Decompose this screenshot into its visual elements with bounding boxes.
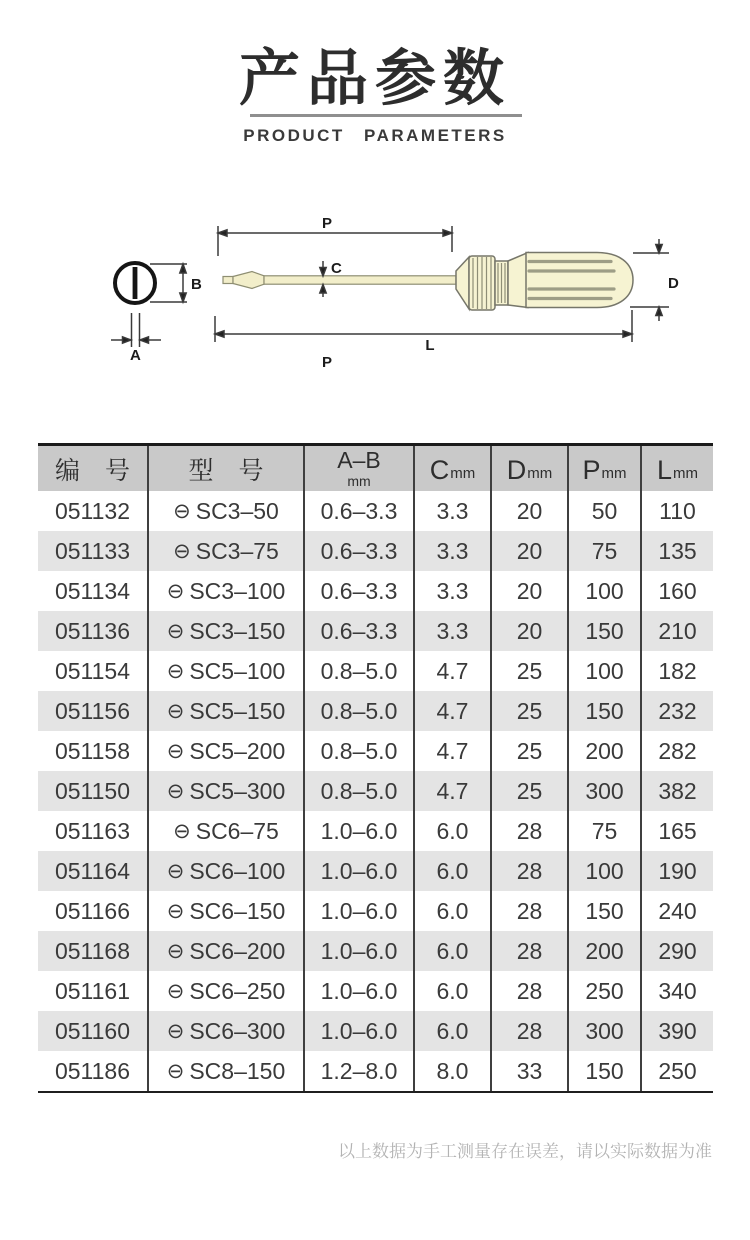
cell-model <box>147 931 303 971</box>
cell-l: 190 <box>640 851 713 891</box>
cell-p: 50 <box>567 491 640 531</box>
model-text: SC6–75 <box>195 817 279 844</box>
model-text: SC6–150 <box>189 897 286 924</box>
cell-ab: 0.6–3.3 <box>303 491 413 531</box>
cell-d: 28 <box>490 811 567 851</box>
cell-code: 051154 <box>54 657 131 684</box>
model-text: SC6–100 <box>189 857 286 884</box>
cell-p: 150 <box>567 611 640 651</box>
cell-d: 20 <box>490 571 567 611</box>
cell-ab: 1.0–6.0 <box>303 851 413 891</box>
cell-ab: 1.0–6.0 <box>303 891 413 931</box>
cell-c: 3.3 <box>413 611 490 651</box>
table-row <box>38 1051 713 1091</box>
model-text: SC3–50 <box>195 497 279 524</box>
slotted-head-icon: ⊖ <box>166 939 185 963</box>
cell-ab: 1.2–8.0 <box>303 1051 413 1091</box>
cell-p: 300 <box>567 771 640 811</box>
cell-ab: 1.0–6.0 <box>303 811 413 851</box>
cell-l: 290 <box>640 931 713 971</box>
header-d-letter: D <box>506 455 527 486</box>
cell-d: 28 <box>490 851 567 891</box>
cell-l: 390 <box>640 1011 713 1051</box>
cell-d: 28 <box>490 931 567 971</box>
cell-code: 051158 <box>54 737 131 764</box>
slotted-head-icon: ⊖ <box>173 819 191 843</box>
cell-p: 100 <box>567 571 640 611</box>
cell-p: 200 <box>567 931 640 971</box>
header-d-unit: mm <box>527 465 553 482</box>
cell-model <box>147 891 303 931</box>
cell-code: 051133 <box>54 537 131 564</box>
cell-p: 250 <box>567 971 640 1011</box>
table-row <box>38 971 713 1011</box>
cell-ab: 1.0–6.0 <box>303 971 413 1011</box>
cell-code: 051156 <box>54 697 131 724</box>
cell-c: 4.7 <box>413 731 490 771</box>
header-d <box>490 446 567 491</box>
cell-c: 4.7 <box>413 691 490 731</box>
cell-p: 75 <box>567 811 640 851</box>
cell-l: 382 <box>640 771 713 811</box>
table-row <box>38 891 713 931</box>
model-text: SC6–200 <box>189 937 286 964</box>
cell-ab: 0.6–3.3 <box>303 531 413 571</box>
cell-p: 100 <box>567 851 640 891</box>
cell-model <box>147 491 303 531</box>
model-text: SC5–200 <box>189 737 286 764</box>
cell-l: 282 <box>640 731 713 771</box>
table-row <box>38 931 713 971</box>
cell-c: 6.0 <box>413 891 490 931</box>
table-row <box>38 1011 713 1051</box>
cell-p: 150 <box>567 891 640 931</box>
header-c-letter: C <box>429 455 450 486</box>
cell-d: 28 <box>490 1011 567 1051</box>
cell-model <box>147 531 303 571</box>
cell-c: 6.0 <box>413 971 490 1011</box>
cell-model <box>147 1011 303 1051</box>
cell-l: 182 <box>640 651 713 691</box>
cell-p: 150 <box>567 1051 640 1091</box>
slotted-head-icon: ⊖ <box>166 979 185 1003</box>
table-row <box>38 811 713 851</box>
model-text: SC5–300 <box>189 777 286 804</box>
cell-d: 25 <box>490 691 567 731</box>
cell-l: 135 <box>640 531 713 571</box>
slotted-head-icon: ⊖ <box>166 699 185 723</box>
cell-l: 340 <box>640 971 713 1011</box>
cell-l: 160 <box>640 571 713 611</box>
cell-model <box>147 691 303 731</box>
cell-d: 20 <box>490 611 567 651</box>
header-p-letter: P <box>582 455 601 486</box>
dim-A <box>111 313 161 347</box>
table-row <box>38 731 713 771</box>
cell-p: 100 <box>567 651 640 691</box>
cell-code: 051164 <box>54 857 131 884</box>
label-L: L <box>425 337 435 354</box>
label-D: D <box>668 275 679 292</box>
label-C: C <box>331 260 342 277</box>
cell-d: 25 <box>490 651 567 691</box>
cell-ab: 1.0–6.0 <box>303 931 413 971</box>
cell-d: 28 <box>490 971 567 1011</box>
cell-l: 165 <box>640 811 713 851</box>
cell-p: 300 <box>567 1011 640 1051</box>
cell-d: 25 <box>490 731 567 771</box>
slotted-head-icon: ⊖ <box>166 1019 185 1043</box>
label-B: B <box>191 276 202 293</box>
dim-P-top <box>218 226 452 256</box>
cell-c: 4.7 <box>413 771 490 811</box>
model-text: SC3–100 <box>189 577 286 604</box>
cell-code: 051186 <box>54 1057 131 1084</box>
tip-front-view <box>115 263 155 303</box>
cell-model <box>147 611 303 651</box>
header-model: 型 号 <box>147 446 303 491</box>
page-title: 产品参数 <box>238 44 511 112</box>
table-row <box>38 611 713 651</box>
slotted-head-icon: ⊖ <box>166 619 185 643</box>
slotted-head-icon: ⊖ <box>173 499 191 523</box>
cell-l: 210 <box>640 611 713 651</box>
table-row <box>38 491 713 531</box>
cell-p: 150 <box>567 691 640 731</box>
cell-c: 3.3 <box>413 531 490 571</box>
measurement-disclaimer: 以上数据为手工测量存在误差，请以实际数据为准 <box>338 1142 712 1161</box>
cell-model <box>147 651 303 691</box>
cell-ab: 0.6–3.3 <box>303 611 413 651</box>
cell-model <box>147 571 303 611</box>
cell-c: 3.3 <box>413 491 490 531</box>
model-text: SC5–100 <box>189 657 286 684</box>
model-text: SC8–150 <box>189 1057 286 1084</box>
label-P-top: P <box>321 215 333 232</box>
cell-ab: 1.0–6.0 <box>303 1011 413 1051</box>
cell-code: 051150 <box>54 777 131 804</box>
slotted-head-icon: ⊖ <box>166 659 185 683</box>
cell-c: 6.0 <box>413 851 490 891</box>
cell-model <box>147 771 303 811</box>
cell-ab: 0.8–5.0 <box>303 651 413 691</box>
cell-d: 20 <box>490 491 567 531</box>
cell-c: 6.0 <box>413 811 490 851</box>
cell-p: 75 <box>567 531 640 571</box>
header-ab-range: A–B <box>337 447 381 473</box>
cell-d: 28 <box>490 891 567 931</box>
cell-l: 250 <box>640 1051 713 1091</box>
table-row <box>38 531 713 571</box>
header-ab <box>303 446 413 491</box>
page-subtitle: PRODUCT PARAMETERS <box>243 126 507 145</box>
cell-c: 6.0 <box>413 1011 490 1051</box>
table-row <box>38 771 713 811</box>
cell-code: 051168 <box>54 937 131 964</box>
cell-ab: 0.8–5.0 <box>303 691 413 731</box>
cell-ab: 0.6–3.3 <box>303 571 413 611</box>
table-row <box>38 691 713 731</box>
slotted-head-icon: ⊖ <box>173 539 191 563</box>
label-A: A <box>130 347 141 364</box>
slotted-head-icon: ⊖ <box>166 579 185 603</box>
cell-model <box>147 731 303 771</box>
slotted-head-icon: ⊖ <box>166 1059 185 1083</box>
cell-c: 4.7 <box>413 651 490 691</box>
screwdriver-handle <box>456 253 633 311</box>
table-row <box>38 651 713 691</box>
header-l-letter: L <box>656 455 673 486</box>
model-text: SC6–300 <box>189 1017 286 1044</box>
model-text: SC3–150 <box>189 617 286 644</box>
cell-l: 110 <box>640 491 713 531</box>
header-code: 编 号 <box>54 456 130 485</box>
slotted-head-icon: ⊖ <box>166 899 185 923</box>
dim-D <box>630 239 669 321</box>
cell-code: 051134 <box>54 577 131 604</box>
cell-ab: 0.8–5.0 <box>303 731 413 771</box>
table-row <box>38 851 713 891</box>
cell-code: 051160 <box>54 1017 131 1044</box>
screwdriver-dimension-diagram <box>70 198 690 376</box>
cell-c: 6.0 <box>413 931 490 971</box>
cell-code: 051132 <box>54 497 131 524</box>
model-text: SC5–150 <box>189 697 286 724</box>
cell-c: 8.0 <box>413 1051 490 1091</box>
cell-l: 240 <box>640 891 713 931</box>
model-text: SC3–75 <box>195 537 279 564</box>
slotted-head-icon: ⊖ <box>166 739 185 763</box>
table-row <box>38 571 713 611</box>
slotted-head-icon: ⊖ <box>166 779 185 803</box>
cell-d: 33 <box>490 1051 567 1091</box>
header-l-unit: mm <box>673 465 699 482</box>
cell-d: 25 <box>490 771 567 811</box>
cell-d: 20 <box>490 531 567 571</box>
cell-code: 051136 <box>54 617 131 644</box>
slotted-head-icon: ⊖ <box>166 859 185 883</box>
model-text: SC6–250 <box>189 977 286 1004</box>
cell-code: 051163 <box>54 817 131 844</box>
label-P-bottom: P <box>321 354 333 371</box>
header-c <box>413 446 490 491</box>
cell-model <box>147 811 303 851</box>
cell-c: 3.3 <box>413 571 490 611</box>
header-c-unit: mm <box>450 465 476 482</box>
cell-model <box>147 971 303 1011</box>
header-ab-unit: mm <box>347 473 371 489</box>
cell-ab: 0.8–5.0 <box>303 771 413 811</box>
header-p <box>567 446 640 491</box>
cell-l: 232 <box>640 691 713 731</box>
header-p-unit: mm <box>601 465 627 482</box>
cell-code: 051161 <box>54 977 131 1004</box>
table-header-row <box>38 443 713 491</box>
cell-code: 051166 <box>54 897 131 924</box>
cell-p: 200 <box>567 731 640 771</box>
cell-model <box>147 1051 303 1091</box>
header-l <box>640 446 713 491</box>
spec-table <box>38 443 713 1093</box>
cell-model <box>147 851 303 891</box>
title-divider <box>250 114 522 117</box>
dim-L <box>215 310 632 342</box>
